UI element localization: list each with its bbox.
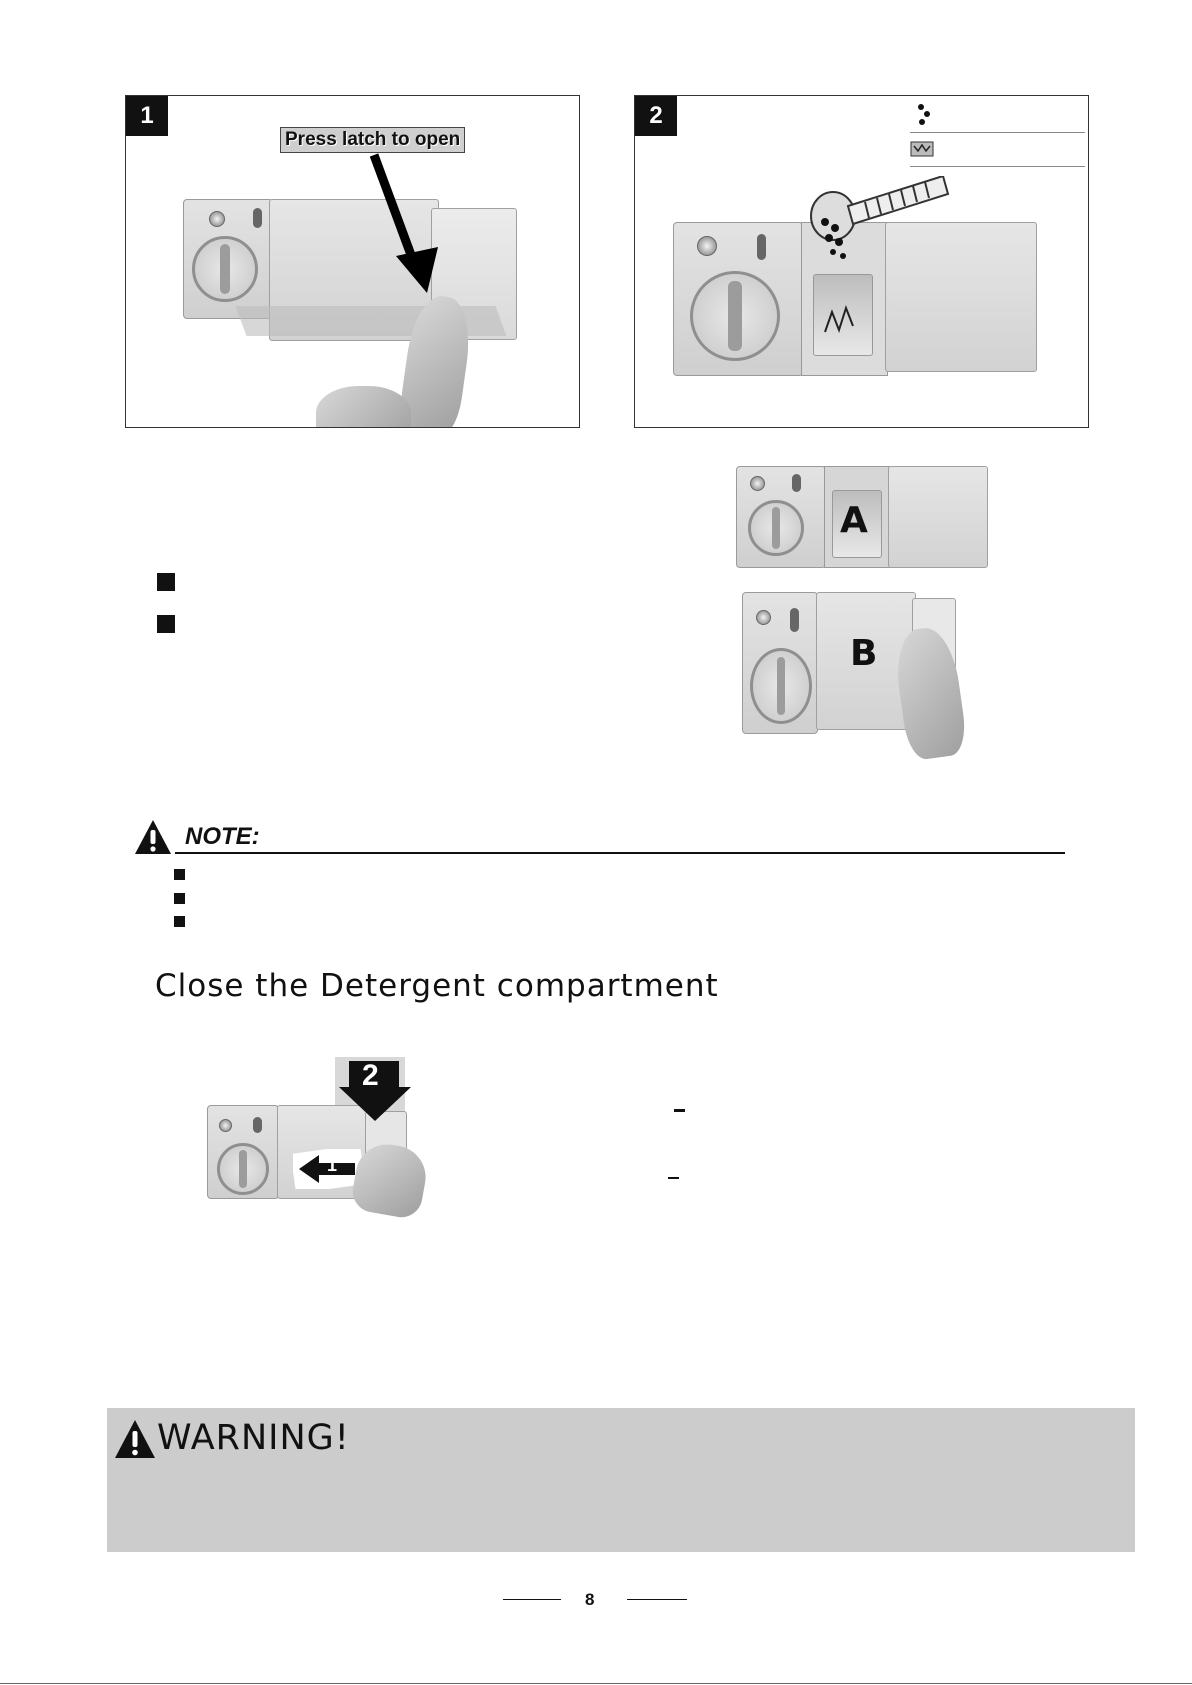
detergent-tablet-icon (909, 136, 937, 160)
figure-1 (125, 95, 580, 428)
figure-number-2: 2 (635, 96, 677, 136)
latch-arrow-icon (356, 151, 446, 296)
compartment-label-b: B (850, 633, 878, 674)
latch-label: Press latch to open (280, 127, 465, 153)
dash-2 (668, 1177, 679, 1179)
step-label-1: 1 (327, 1155, 338, 1175)
figure-2 (634, 95, 1089, 428)
caution-triangle-icon (133, 818, 173, 856)
note-bullet-1 (174, 869, 185, 880)
detergent-scoop-icon (803, 176, 953, 276)
note-bullet-3 (174, 916, 185, 927)
warning-box (107, 1408, 1135, 1552)
footer-rule-right (627, 1599, 687, 1600)
bottom-edge-rule (0, 1683, 1192, 1684)
warning-triangle-icon (113, 1418, 157, 1460)
note-title: NOTE: (185, 823, 260, 850)
hand-opening (891, 624, 969, 761)
step-label-2: 2 (362, 1059, 379, 1092)
note-bullet-2 (174, 893, 185, 904)
dash-1 (674, 1109, 685, 1112)
powder-detergent-icon (915, 103, 935, 127)
page-number: 8 (585, 1590, 595, 1609)
compartment-label-a: A (840, 500, 868, 541)
bullet-2 (157, 615, 175, 633)
close-compartment-heading: Close the Detergent compartment (155, 968, 719, 1004)
figure-number-1: 1 (126, 96, 168, 136)
compartment-a-illustration (728, 460, 988, 572)
compartment-b-illustration (740, 588, 980, 758)
close-compartment-illustration (205, 1055, 425, 1215)
footer-rule-left (503, 1599, 561, 1600)
warning-title: WARNING! (157, 1418, 350, 1458)
note-rule (175, 852, 1065, 854)
bullet-1 (157, 573, 175, 591)
